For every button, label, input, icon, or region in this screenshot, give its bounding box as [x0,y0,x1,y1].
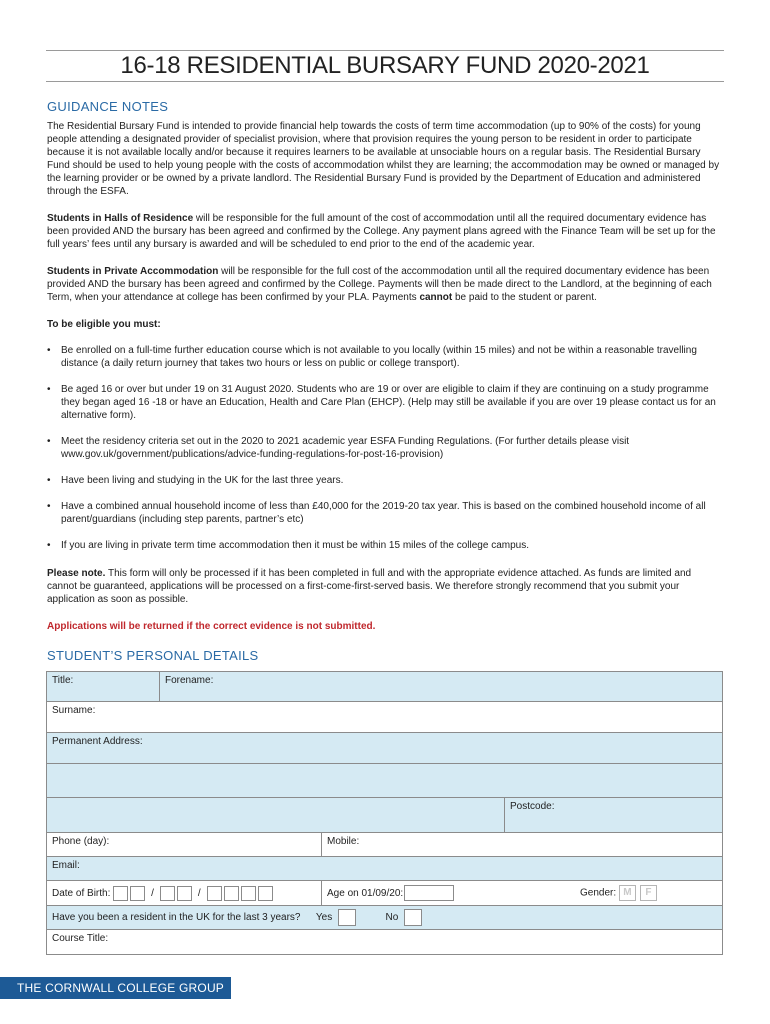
private-end: be paid to the student or parent. [452,292,597,303]
surname-row [47,702,722,733]
title-row [47,672,722,702]
eligible-heading: To be eligible you must: [47,319,161,330]
phone-row [47,833,722,857]
list-item: • Meet the residency criteria set out in the 2020 to 2021 academic year ESFA Funding Regulations. (For further details please visit www.gov.uk/government/publications/advice-funding-regulations-for-post-16-provision) [47,435,723,461]
resident-label: Have you been a resident in the UK for the last 3 years? [52,912,301,924]
email-label: Email: [52,860,80,871]
forename-label: Forename: [165,675,214,686]
dob-label: Date of Birth: [52,887,111,899]
resident-field [47,906,722,929]
dob-day-1[interactable] [113,886,128,901]
mobile-label: Mobile: [327,836,360,847]
personal-details-form [46,671,723,955]
private-label: Students in Private Accommodation [47,266,219,277]
footer-brand: THE CORNWALL COLLEGE GROUP [0,977,231,999]
dob-row [47,881,722,906]
list-item: • Be enrolled on a full-time further education course which is not available to you locally (within 15 miles) and not be within a reasonable travelling distance (a daily return journey that takes two hours or less on public or college transport). [47,344,723,370]
gender-label: Gender: [580,887,617,899]
guidance-heading: GUIDANCE NOTES [47,99,169,114]
title-field[interactable] [47,672,159,701]
address-row [47,733,722,764]
list-item: • If you are living in private term time accommodation then it must be within 15 miles of the college campus. [47,539,723,552]
dob-day-2[interactable] [130,886,145,901]
postcode-field[interactable] [504,798,722,832]
no-checkbox[interactable] [404,909,422,926]
age-input[interactable] [404,885,454,901]
dob-field [47,883,321,904]
forename-field[interactable] [159,672,722,701]
address-field[interactable] [47,733,722,763]
eligibility-list [47,344,723,565]
private-cannot: cannot [419,292,453,303]
age-label: Age on 01/09/20: [327,887,404,899]
title-label: Title: [52,675,74,686]
address-line-3[interactable] [47,798,504,832]
halls-label: Students in Halls of Residence [47,213,194,224]
gender-f-checkbox[interactable]: F [640,885,657,901]
list-item: • Have a combined annual household income of less than £40,000 for the 2019-20 tax year. This is based on the combined household income of all parent/guardians (including step parents, partner’s etc) [47,500,723,526]
email-row [47,857,722,881]
email-field[interactable] [47,857,722,880]
surname-field[interactable] [47,702,722,732]
halls-text: will be responsible for the full amount of the cost of accommodation until all the required documentary evidence has been provided AND the bursary has been agreed and confirmed by the College. Any payment plans agreed with the Finance Team will be set up for the full years’ fees until any bursary is awarded and will be scheduled to end prior to the end of the academic year. [47,213,716,250]
dob-month-1[interactable] [160,886,175,901]
title-rule [46,81,724,82]
private-paragraph [47,265,723,304]
please-note-label: Please note. [47,568,106,579]
address-line-2[interactable] [47,764,722,798]
yes-checkbox[interactable] [338,909,356,926]
yes-label: Yes [315,912,333,924]
list-item: • Have been living and studying in the UK for the last three years. [47,474,723,487]
guidance-intro: The Residential Bursary Fund is intended to provide financial help towards the costs of term time accommodation (up to 90% of the costs) for young people attending a designated provider of specialist provision, where that provision requires the young person to be resident in order to participate because it is not available locally and/or because it requires learners to be available at unsociable hours on a regular basis. The Residential Bursary Fund should be used to help young people with the costs of accommodation whilst they are learning; the accommodation may be owned or managed by the learning provider or be owned by a private landlord. The Residential Bursary Fund is provided by the Department of Education and administered through the ESFA. [47,121,720,197]
address-label: Permanent Address: [52,736,143,747]
gender-field [575,882,722,904]
evidence-warning: Applications will be returned if the correct evidence is not submitted. [47,621,376,632]
no-label: No [385,912,399,924]
course-label: Course Title: [52,933,109,944]
page-title: 16-18 RESIDENTIAL BURSARY FUND 2020-2021 [120,52,650,79]
top-rule [46,50,724,51]
dob-year-1[interactable] [207,886,222,901]
dob-year-3[interactable] [241,886,256,901]
phone-label: Phone (day): [52,836,110,847]
resident-row [47,906,722,930]
dob-month-2[interactable] [177,886,192,901]
dob-year-4[interactable] [258,886,273,901]
surname-label: Surname: [52,705,96,716]
please-note-text: This form will only be processed if it has been completed in full and with the appropriate evidence attached. As funds are limited and cannot be guaranteed, applications will be processed on a first-come-first-served basis. We therefore strongly recommend that you submit your application as soon as possible. [47,568,692,605]
private-text: will be responsible for the full cost of the accommodation until all the required documentary evidence has been provided AND the bursary has been agreed and confirmed by the College. Payments will then be made direct to the Landlord, at the beginning of each Term, when your attendance at college has been confirmed by your PLA. Payments [47,266,712,303]
halls-paragraph [47,212,723,251]
list-item: • Be aged 16 or over but under 19 on 31 August 2020. Students who are 19 or over are eligible to claim if they are continuing on a study programme they began aged 16 -18 or have an Education, Health and Care Plan (EHCP). (Help may still be available if you are over 19 please contact us for an alternative form). [47,383,723,422]
course-field[interactable] [47,930,722,954]
phone-field[interactable] [47,833,321,856]
please-note [47,567,723,606]
dob-separator: / [151,887,154,899]
gender-m-checkbox[interactable]: M [619,885,636,901]
dob-separator: / [197,887,201,899]
mobile-field[interactable] [321,833,722,856]
dob-year-2[interactable] [224,886,239,901]
postcode-label: Postcode: [510,801,555,812]
course-row [47,930,722,954]
personal-heading: STUDENT’S PERSONAL DETAILS [47,648,259,663]
postcode-row [47,798,722,833]
age-field [321,881,575,905]
